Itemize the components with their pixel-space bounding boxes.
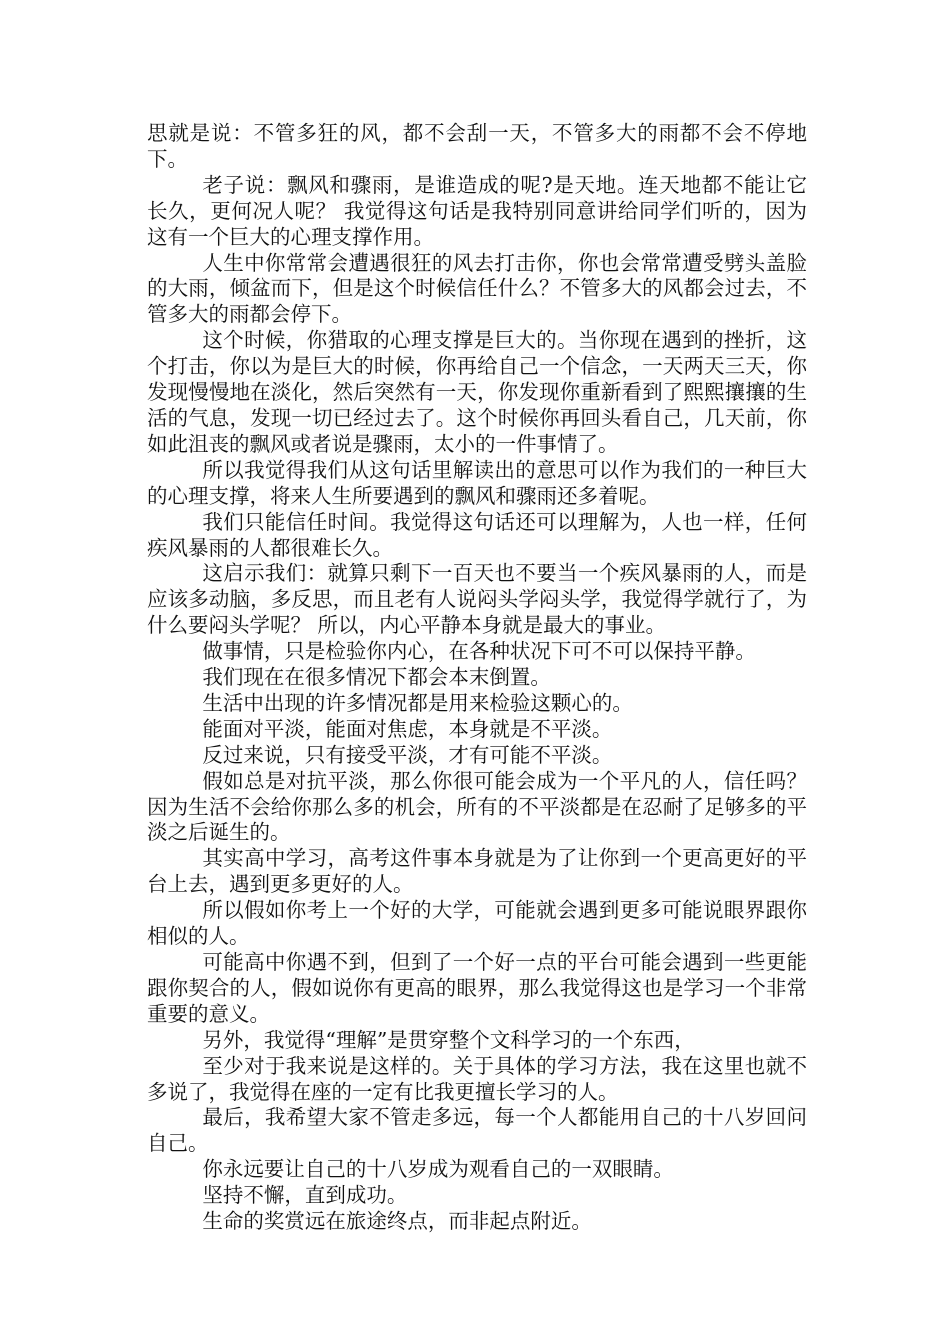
paragraph: 最后，我希望大家不管走多远，每一个人都能用自己的十八岁回问自己。	[147, 1105, 807, 1156]
paragraph: 你永远要让自己的十八岁成为观看自己的一双眼睛。	[202, 1157, 674, 1182]
paragraph: 可能高中你遇不到，但到了一个好一点的平台可能会遇到一些更能跟你契合的人，假如说你有更高的眼界，那么我觉得这也是学习一个非常重要的意义。	[147, 950, 807, 1026]
paragraph: 所以假如你考上一个好的大学，可能就会遇到更多可能说眼界跟你相似的人。	[147, 898, 807, 949]
paragraph: 这个时候，你猎取的心理支撑是巨大的。当你现在遇到的挫折，这个打击，你以为是巨大的时候，你再给自己一个信念，一天两天三天，你发现慢慢地在淡化，然后突然有一天，你发现你重新看到了熙熙攘攘的生活的气息，发现一切已经过去了。这个时候你再回头看自己，几天前，你如此沮丧的飘风或者说是骤雨，太小的一件事情了。	[147, 328, 807, 456]
paragraph: 另外，我觉得“理解”是贯穿整个文科学习的一个东西，	[202, 1027, 695, 1052]
paragraph: 其实高中学习，高考这件事本身就是为了让你到一个更高更好的平台上去，遇到更多更好的人。	[147, 846, 807, 897]
paragraph: 生命的奖赏远在旅途终点，而非起点附近。	[202, 1209, 592, 1234]
paragraph: 我们现在在很多情况下都会本末倒置。	[202, 665, 551, 690]
paragraph: 坚持不懈，直到成功。	[202, 1183, 408, 1208]
paragraph: 思就是说：不管多狂的风，都不会刮一天，不管多大的雨都不会不停地下。	[147, 121, 807, 171]
paragraph: 这启示我们：就算只剩下一百天也不要当一个疾风暴雨的人，而是应该多动脑，多反思，而且老有人说闷头学闷头学，我觉得学就行了，为什么要闷头学呢？ 所以，内心平静本身就是最大的事业。	[147, 561, 807, 638]
paragraph: 反过来说，只有接受平淡，才有可能不平淡。	[202, 742, 613, 767]
paragraph: 做事情，只是检验你内心，在各种状况下可不可以保持平静。	[202, 639, 756, 664]
paragraph: 老子说：飘风和骤雨，是谁造成的呢?是天地。连天地都不能让它长久，更何况人呢？ 我觉得这句话是我特别同意讲给同学们听的，因为这有一个巨大的心理支撑作用。	[147, 172, 807, 249]
paragraph: 我们只能信任时间。我觉得这句话还可以理解为，人也一样，任何疾风暴雨的人都很难长久。	[147, 509, 807, 560]
paragraph: 假如总是对抗平淡，那么你很可能会成为一个平凡的人，信任吗？ 因为生活不会给你那么多的机会，所有的不平淡都是在忍耐了足够多的平淡之后诞生的。	[147, 768, 807, 845]
paragraph: 生活中出现的许多情况都是用来检验这颗心的。	[202, 690, 633, 715]
paragraph: 至少对于我来说是这样的。关于具体的学习方法，我在这里也就不多说了，我觉得在座的一定有比我更擅长学习的人。	[147, 1053, 807, 1104]
paragraph: 人生中你常常会遭遇很狂的风去打击你，你也会常常遭受劈头盖脸的大雨，倾盆而下，但是这个时候信任什么？不管多大的风都会过去，不管多大的雨都会停下。	[147, 250, 807, 327]
document-page	[147, 121, 807, 1235]
paragraph: 所以我觉得我们从这句话里解读出的意思可以作为我们的一种巨大的心理支撑，将来人生所要遇到的飘风和骤雨还多着呢。	[147, 457, 807, 508]
paragraph: 能面对平淡，能面对焦虑，本身就是不平淡。	[202, 716, 613, 741]
